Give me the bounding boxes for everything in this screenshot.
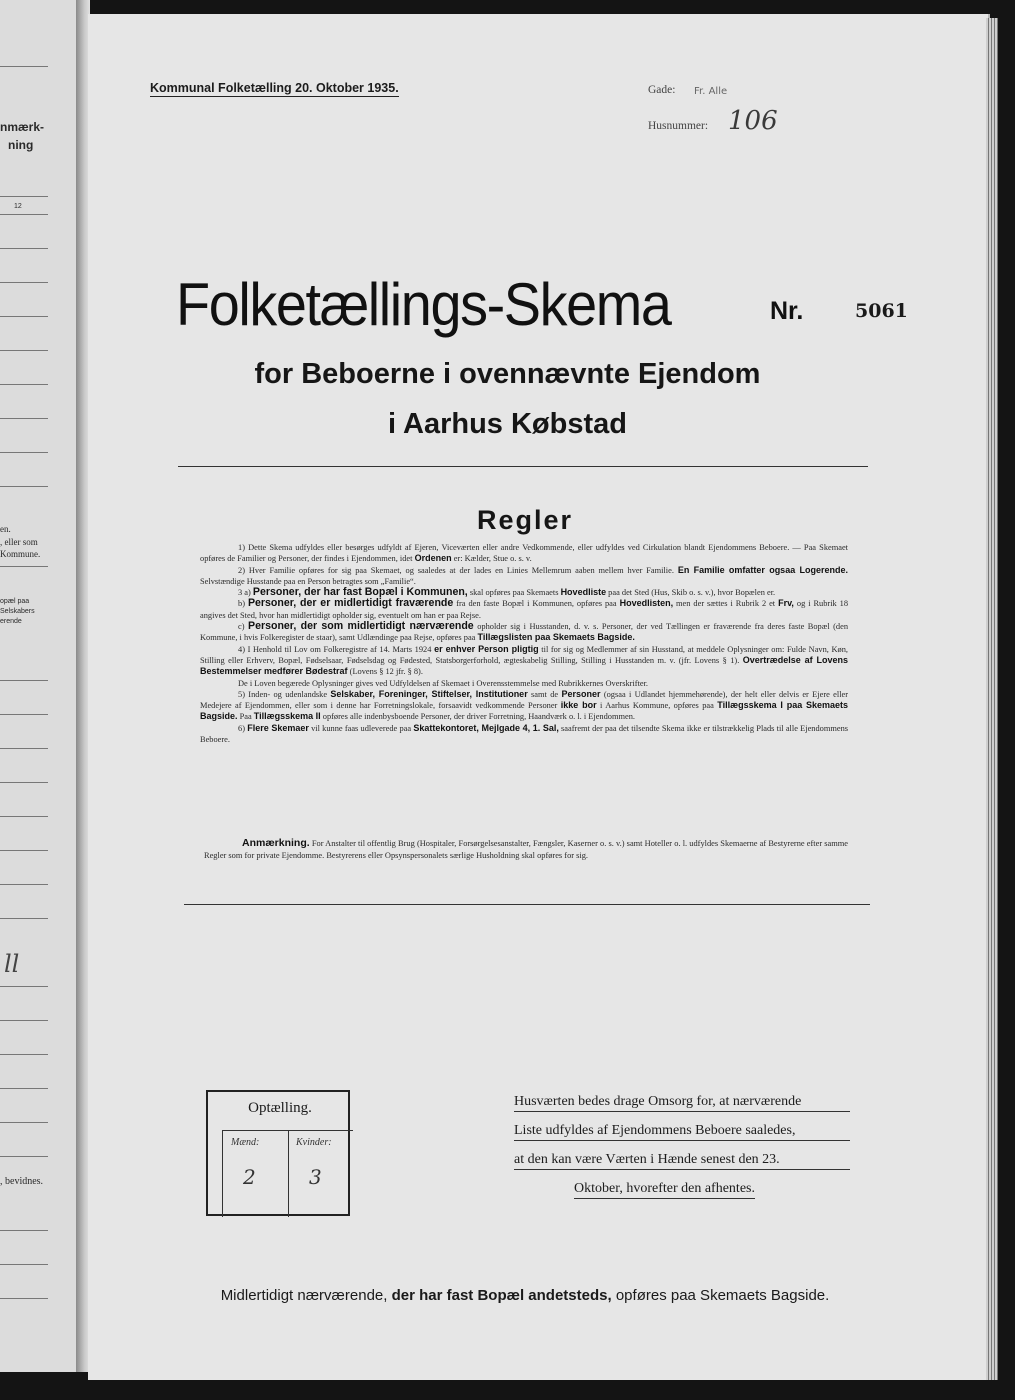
census-heading: Kommunal Folketælling 20. Oktober 1935. (150, 81, 399, 95)
divider-line (184, 904, 870, 905)
rule-5: 5) Inden- og udenlandske Selskaber, Foreninger, Stiftelser, Institutioner samt de Personer (ogsaa i Udlandet hjemmehørende), der helt eller delvis er Ejere eller Medejere af Ejendommen, eller som i denne har Forretningslokale, forsaavidt vedkommende Personer ikke bor i Aarhus Kommune, opføres paa Tillægsskema I paa Skemaets Bagside. Paa Tillægsskema II opføres alle indenbysboende Personer, der driver Forretning, Haandværk o. l. i Ejendommen. (200, 688, 849, 722)
landlord-notice (514, 1094, 850, 1210)
subtitle-town: i Aarhus Købstad (387, 408, 627, 440)
rule-3c: c) Personer, der som midlertidigt nærværende opholder sig i Husstanden, d. v. s. Personer, der ved Tællingen er fraværende fra deres faste Bopæl (den Kommune, i hvis Folkeregister de staar), samt Udlændinge paa Rejse, opføres paa Tillægslisten paa Skemaets Bagside. (200, 620, 849, 643)
ruled-line (0, 486, 48, 487)
ruled-line (0, 1088, 48, 1089)
rule-3b: b) Personer, der er midlertidigt fraværende fra den faste Bopæl i Kommunen, opføres paa Hovedlisten, men der sættes i Rubrik 2 et Frv, og i Rubrik 18 angives det Sted, hvor han midlertidigt opholder sig, eventuelt om han er paa Rejse. (200, 597, 849, 620)
rule-3a: 3 a) Personer, der har fast Bopæl i Kommunen, skal opføres paa Skemaets Hovedliste paa det Sted (Hus, Skib o. s. v.), hvor Bopælen er. (238, 586, 776, 599)
left-page-text: 12 (14, 203, 22, 210)
left-page-text: en. (0, 524, 11, 534)
ruled-line (0, 884, 48, 885)
left-page-text: ning (8, 138, 34, 152)
rule-4: 4) I Henhold til Lov om Folkeregistre af 14. Marts 1924 er enhver Person pligtig til for sig og Medlemmer af sin Husstand, at meddele Oplysninger om: Fulde Navn, Køn, Stilling eller Erhverv, Bopæl, Fødselsaar, Fødselsdag og Fødested, Statsborgerforhold, ægteskabelig Stilling, Stilling i Husstanden m. v. (jfr. Lovens § 1). Overtrædelse af Lovens Bestemmelser medfører Bødestraf (Lovens § 12 jfr. § 8). (200, 643, 849, 677)
notice-line: Oktober, hvorefter den afhentes. (574, 1181, 755, 1199)
left-page-text: opæl paa (0, 598, 30, 605)
rule-4b: De i Loven begærede Oplysninger gives ved Udfyldelsen af Skemaet i Overensstemmelse med Rubrikkernes Overskrifter. (238, 678, 649, 688)
street-value: Fr. Alle (694, 86, 728, 97)
ruled-line (0, 816, 48, 817)
left-page-text: , bevidnes. (0, 1176, 44, 1187)
footer-note: Midlertidigt nærværende, der har fast Bopæl andetsteds, opføres paa Skemaets Bagside. (220, 1287, 830, 1304)
ruled-line (0, 680, 48, 681)
left-page-text: Kommune. (0, 549, 41, 559)
ruled-line (0, 748, 48, 749)
rule-6: 6) Flere Skemaer vil kunne faas udleverede paa Skattekontoret, Mejlgade 4, 1. Sal, saafremt der paa det tilsendte Skema ikke er tilstrækkelig Plads til alle Ejendommens Beboere. (200, 722, 849, 745)
ruled-line (0, 196, 48, 197)
ruled-line (0, 566, 48, 567)
ruled-line (0, 1156, 48, 1157)
note-text: Anmærkning. For Anstalter til offentlig Brug (Hospitaler, Forsørgelsesanstalter, Fængsler, Kaserner o. s. v.) samt Hoteller o. l. udfyldes Skemaerne af Bestyrerne efter samme Regler som for private Ejendomme. Bestyrerens eller Opsynspersonalets særlige Husholdning skal opføres for sig. (204, 837, 848, 860)
handwritten-mark: ll (4, 950, 20, 978)
ruled-line (0, 1230, 48, 1231)
ruled-line (0, 316, 48, 317)
divider-line (178, 466, 868, 467)
ruled-line (0, 1054, 48, 1055)
subtitle-residents: for Beboerne i ovennævnte Ejendom (254, 358, 761, 390)
rule-1: 1) Dette Skema udfyldes eller besørges udfyldt af Ejeren, Viceværten eller andre Vedkommende, eller udfyldes ved Cirkulation blandt Ejendommens Beboere. — Paa Skemaet opføres de Familier og Personer, der findes i Ejendommen, idet Ordenen er: Kælder, Stue o. s. v. (200, 543, 848, 564)
house-number-label: Husnummer: (648, 120, 709, 132)
form-number: 5061 (855, 300, 908, 322)
ruled-line (0, 782, 48, 783)
ruled-line (0, 714, 48, 715)
women-label: Kvinder: (296, 1137, 332, 1148)
men-count: 2 (243, 1165, 256, 1189)
ruled-line (0, 1264, 48, 1265)
ruled-line (0, 350, 48, 351)
ruled-line (0, 214, 48, 215)
ruled-line (0, 282, 48, 283)
ruled-line (0, 1020, 48, 1021)
house-number-value: 106 (728, 106, 778, 136)
rules-heading: Regler (476, 505, 574, 535)
ruled-line (0, 1122, 48, 1123)
women-count: 3 (309, 1165, 322, 1189)
ruled-line (0, 248, 48, 249)
ruled-line (0, 850, 48, 851)
count-title: Optælling. (248, 1100, 312, 1116)
form-title: Folketællings-Skema (176, 271, 671, 338)
notice-line: Liste udfyldes af Ejendommens Beboere saaledes, (514, 1123, 850, 1141)
ruled-line (0, 986, 48, 987)
men-label: Mænd: (231, 1137, 260, 1148)
notice-line: Husværten bedes drage Omsorg for, at nærværende (514, 1094, 850, 1112)
count-box (206, 1090, 350, 1216)
street-label: Gade: (648, 84, 676, 96)
left-page-text: erende (0, 618, 22, 625)
notice-line: at den kan være Værten i Hænde senest den 23. (514, 1152, 850, 1170)
page-edges (986, 18, 998, 1380)
number-label: Nr. (770, 297, 804, 325)
left-page-text: , eller som (0, 537, 38, 547)
count-divider (288, 1131, 289, 1217)
ruled-line (0, 918, 48, 919)
count-table (222, 1130, 353, 1217)
ruled-line (0, 452, 48, 453)
rules-text (200, 542, 848, 745)
ruled-line (0, 66, 48, 67)
rule-2: 2) Hver Familie opføres for sig paa Skemaet, og saaledes at der lades en Linies Mellemrum aaben mellem hver Familie. En Familie omfatter ogsaa Logerende. Selvstændige Husstande paa en Person betragtes som „Familie“. (200, 564, 848, 586)
left-page-text: Selskabers (0, 608, 35, 615)
note-label: Anmærkning. (242, 837, 310, 849)
left-facing-page (0, 0, 77, 1372)
left-page-text: nmærk- (0, 120, 45, 134)
